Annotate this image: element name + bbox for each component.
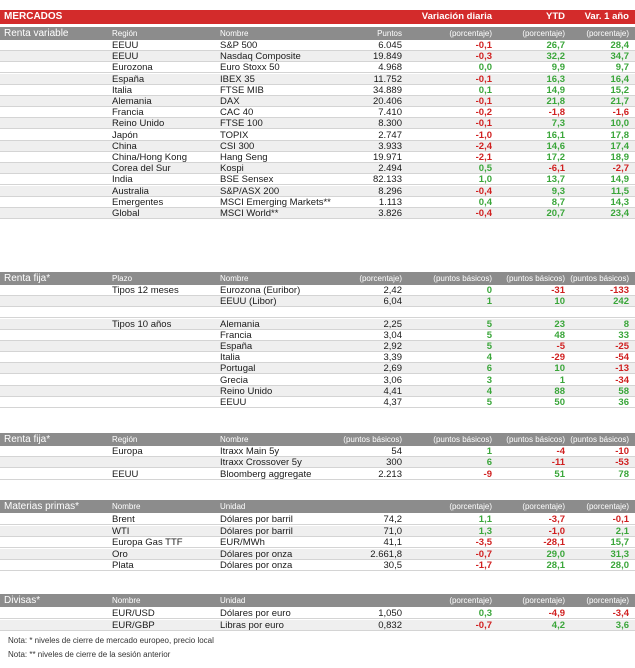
table-cell: -133	[609, 285, 629, 296]
table-cell: 2,69	[383, 363, 402, 375]
table-cell: -0,7	[475, 619, 492, 631]
table-cell: 7.410	[378, 107, 402, 119]
section-header	[0, 594, 635, 607]
section-title: Renta variable	[4, 28, 69, 39]
table-cell: Plata	[112, 560, 134, 572]
table-cell: 18,9	[610, 152, 629, 163]
table-row	[0, 386, 635, 397]
table-cell: 30,5	[383, 560, 402, 572]
column-header: (puntos básicos)	[433, 435, 492, 444]
section-title: Renta fija*	[4, 434, 51, 445]
table-cell: 3,06	[383, 374, 402, 386]
table-cell: Reino Unido	[220, 385, 273, 397]
table-cell: Alemania	[112, 96, 152, 107]
table-cell: 31,3	[610, 548, 629, 560]
section-header	[0, 433, 635, 446]
table-cell: 21,8	[546, 96, 565, 107]
table-cell: -10	[615, 446, 629, 457]
col-year-header: Var. 1 año	[584, 11, 629, 22]
section-header	[0, 272, 635, 285]
table-cell: 4	[486, 385, 492, 397]
table-cell: -1,8	[548, 107, 565, 119]
table-cell: 41,1	[383, 537, 402, 549]
table-cell: 2.213	[378, 468, 402, 480]
table-cell: EEUU	[220, 397, 247, 408]
table-cell: Europa Gas TTF	[112, 537, 183, 549]
column-header: (porcentaje)	[449, 29, 492, 38]
table-cell: 1,3	[478, 525, 492, 537]
table-cell: 19.971	[372, 152, 402, 163]
table-title: MERCADOS	[4, 11, 63, 22]
table-cell: Eurozona (Euribor)	[220, 285, 301, 296]
column-header: (porcentaje)	[522, 502, 565, 511]
table-row	[0, 51, 635, 62]
table-cell: 13,7	[546, 174, 565, 186]
table-cell: Francia	[220, 329, 252, 341]
table-cell: -1,0	[475, 129, 492, 141]
table-cell: -3,7	[548, 514, 565, 525]
table-cell: 14,6	[546, 140, 565, 152]
table-cell: 20.406	[372, 96, 402, 107]
table-cell: 6	[486, 457, 492, 469]
table-cell: -13	[615, 363, 629, 375]
table-cell: -0,3	[475, 51, 492, 63]
table-row	[0, 537, 635, 548]
table-cell: 0,1	[478, 84, 492, 96]
table-cell: 15,7	[610, 537, 629, 549]
table-cell: 3.933	[378, 140, 402, 152]
table-cell: 14,3	[610, 196, 629, 208]
table-row	[0, 375, 635, 386]
table-cell: Reino Unido	[112, 118, 165, 130]
table-cell: Italia	[112, 84, 133, 96]
table-cell: 16,3	[546, 73, 565, 85]
table-row	[0, 341, 635, 352]
table-cell: 0,0	[478, 62, 492, 74]
table-row	[0, 446, 635, 457]
table-row	[0, 352, 635, 363]
table-cell: -6,1	[548, 163, 565, 175]
column-header: Región	[112, 29, 138, 38]
table-row	[0, 96, 635, 107]
table-row	[0, 469, 635, 480]
table-cell: Itraxx Main 5y	[220, 446, 280, 457]
table-cell: -9	[483, 468, 492, 480]
table-cell: Europa	[112, 446, 143, 457]
table-cell: -11	[551, 457, 565, 469]
table-row	[0, 141, 635, 152]
table-cell: -1,7	[475, 560, 492, 572]
table-cell: -0,1	[612, 514, 629, 525]
table-cell: India	[112, 174, 133, 186]
column-header: Nombre	[220, 29, 249, 38]
table-row	[0, 307, 635, 318]
table-cell: 54	[391, 446, 402, 457]
table-cell: -1,6	[612, 107, 629, 119]
table-cell: -54	[615, 352, 629, 364]
table-cell: 88	[554, 385, 565, 397]
table-cell: 1	[486, 296, 492, 308]
table-cell: Euro Stoxx 50	[220, 62, 280, 74]
table-cell: 1	[486, 446, 492, 457]
table-cell: EEUU	[112, 40, 139, 51]
table-cell: 11.752	[373, 73, 402, 85]
table-cell: 34,7	[610, 51, 629, 63]
table-cell: 10	[554, 363, 565, 375]
section-title: Materias primas*	[4, 501, 80, 512]
table-cell: 11,5	[611, 185, 629, 197]
table-cell: Kospi	[220, 163, 244, 175]
table-cell: 4	[486, 352, 492, 364]
table-cell: Tipos 10 años	[112, 318, 172, 330]
table-cell: DAX	[220, 96, 240, 107]
table-cell: Dólares por barril	[220, 525, 293, 537]
column-header: Unidad	[220, 502, 246, 511]
column-header: (porcentaje)	[522, 29, 565, 38]
table-cell: 14,9	[546, 84, 565, 96]
table-cell: Tipos 12 meses	[112, 285, 179, 296]
table-cell: 17,2	[546, 152, 565, 163]
table-cell: 8,7	[551, 196, 565, 208]
col-ytd-header: YTD	[546, 11, 565, 22]
table-cell: 5	[486, 329, 492, 341]
table-cell: 23	[554, 318, 565, 330]
table-cell: China/Hong Kong	[112, 152, 187, 163]
table-cell: 78	[618, 468, 629, 480]
table-cell: FTSE 100	[220, 118, 263, 130]
table-cell: 71,0	[383, 525, 402, 537]
table-cell: 6,04	[383, 296, 402, 308]
table-cell: Hang Seng	[220, 152, 268, 163]
table-cell: 0	[486, 285, 492, 296]
table-cell: 2.747	[378, 129, 402, 141]
table-cell: 1,1	[478, 514, 492, 525]
table-cell: -0,4	[475, 185, 492, 197]
table-row	[0, 85, 635, 96]
table-row	[0, 62, 635, 73]
table-cell: 2,1	[615, 525, 629, 537]
table-cell: Libras por euro	[220, 619, 284, 631]
table-cell: BSE Sensex	[220, 174, 274, 186]
table-row	[0, 319, 635, 330]
table-cell: Italia	[220, 352, 241, 364]
section-header	[0, 27, 635, 40]
table-cell: 242	[613, 296, 629, 308]
table-cell: -28,1	[543, 537, 565, 549]
column-header: (porcentaje)	[359, 274, 402, 283]
table-cell: 10,0	[610, 118, 629, 130]
table-cell: Portugal	[220, 363, 256, 375]
table-cell: Dólares por onza	[220, 548, 293, 560]
table-row	[0, 620, 635, 631]
table-cell: -0,4	[475, 208, 492, 219]
table-cell: Australia	[112, 185, 149, 197]
table-cell: 8.296	[378, 185, 402, 197]
table-cell: Global	[112, 208, 140, 219]
table-cell: 0,5	[478, 163, 492, 175]
table-cell: 10	[554, 296, 565, 308]
table-cell: Dólares por barril	[220, 514, 293, 525]
table-cell: 8	[623, 318, 629, 330]
table-cell: 19.849	[372, 51, 402, 63]
table-cell: 2.661,8	[370, 548, 402, 560]
table-cell: Francia	[112, 107, 144, 119]
table-cell: 2,25	[383, 318, 402, 330]
table-cell: 16,4	[610, 73, 629, 85]
table-cell: Japón	[112, 129, 138, 141]
table-row	[0, 608, 635, 619]
footnote: Nota: * niveles de cierre de mercado europeo, precio local	[8, 636, 214, 645]
table-cell: España	[112, 73, 145, 85]
table-cell: 29,0	[546, 548, 565, 560]
table-cell: EEUU	[112, 468, 139, 480]
table-cell: 0,832	[378, 619, 402, 631]
table-cell: 16,1	[546, 129, 565, 141]
table-row	[0, 363, 635, 374]
table-row	[0, 74, 635, 85]
table-cell: 300	[386, 457, 402, 469]
table-cell: WTI	[112, 525, 130, 537]
table-cell: Grecia	[220, 374, 248, 386]
section-title: Renta fija*	[4, 273, 51, 284]
table-cell: S&P/ASX 200	[220, 185, 280, 197]
table-cell: TOPIX	[220, 129, 249, 141]
table-cell: -4	[556, 446, 565, 457]
table-cell: 5	[486, 341, 492, 352]
table-cell: Alemania	[220, 318, 260, 330]
table-cell: CSI 300	[220, 140, 255, 152]
table-cell: 1.113	[378, 196, 402, 208]
table-cell: EUR/MWh	[220, 537, 265, 549]
column-header: Plazo	[112, 274, 133, 283]
table-cell: 4.968	[378, 62, 402, 74]
table-cell: S&P 500	[220, 40, 258, 51]
table-cell: EEUU (Libor)	[220, 296, 277, 308]
table-cell: 17,8	[610, 129, 629, 141]
column-header: Nombre	[112, 596, 141, 605]
column-header: (puntos básicos)	[506, 435, 565, 444]
table-row	[0, 526, 635, 537]
table-cell: 7,3	[551, 118, 565, 130]
table-cell: 20,7	[546, 208, 565, 219]
table-cell: MSCI World**	[220, 208, 279, 219]
table-cell: 4,37	[383, 397, 402, 408]
table-cell: Emergentes	[112, 196, 164, 208]
table-cell: -53	[615, 457, 629, 469]
table-cell: -31	[551, 285, 565, 296]
table-row	[0, 330, 635, 341]
table-cell: -0,1	[475, 73, 492, 85]
table-cell: 3,6	[615, 619, 629, 631]
table-row	[0, 397, 635, 408]
table-cell: -2,1	[475, 152, 492, 163]
table-cell: EUR/USD	[112, 608, 155, 619]
table-cell: Oro	[112, 548, 128, 560]
table-cell: 58	[618, 385, 629, 397]
table-cell: 3.826	[378, 208, 402, 219]
table-row	[0, 163, 635, 174]
table-cell: -34	[615, 374, 629, 386]
table-cell: -2,4	[475, 140, 492, 152]
table-cell: -29	[551, 352, 565, 364]
column-header: (puntos básicos)	[570, 435, 629, 444]
column-header: (porcentaje)	[449, 502, 492, 511]
section-title: Divisas*	[4, 595, 41, 606]
table-cell: 6.045	[378, 40, 402, 51]
table-cell: -3,4	[612, 608, 629, 619]
table-cell: Itraxx Crossover 5y	[220, 457, 302, 469]
table-cell: 23,4	[610, 208, 629, 219]
table-row	[0, 296, 635, 307]
table-cell: CAC 40	[220, 107, 254, 119]
table-cell: Corea del Sur	[112, 163, 171, 175]
table-row	[0, 118, 635, 129]
column-header: Nombre	[220, 435, 249, 444]
table-cell: 33	[618, 329, 629, 341]
col-daily-header: Variación diaria	[421, 11, 492, 22]
column-header: (porcentaje)	[449, 596, 492, 605]
column-header: (puntos básicos)	[433, 274, 492, 283]
column-header: Nombre	[220, 274, 249, 283]
table-cell: 1,0	[478, 174, 492, 186]
table-cell: EEUU	[112, 51, 139, 63]
table-cell: Dólares por onza	[220, 560, 293, 572]
table-row	[0, 152, 635, 163]
footnote: Nota: ** niveles de cierre de la sesión anterior	[8, 650, 171, 659]
table-row	[0, 40, 635, 51]
table-cell: 17,4	[610, 140, 629, 152]
table-cell: 28,4	[610, 40, 629, 51]
column-header: (porcentaje)	[586, 29, 629, 38]
table-cell: 36	[618, 397, 629, 408]
table-cell: 9,3	[551, 185, 565, 197]
table-row	[0, 457, 635, 468]
table-cell: -3,5	[475, 537, 492, 549]
table-row	[0, 197, 635, 208]
table-row	[0, 549, 635, 560]
table-row	[0, 186, 635, 197]
table-cell: 2,42	[383, 285, 402, 296]
column-header: (puntos básicos)	[570, 274, 629, 283]
table-cell: España	[220, 341, 253, 352]
section-header	[0, 500, 635, 513]
table-cell: 50	[554, 397, 565, 408]
table-cell: 0,4	[478, 196, 492, 208]
column-header: (puntos básicos)	[343, 435, 402, 444]
table-row	[0, 208, 635, 219]
column-header: Nombre	[112, 502, 141, 511]
table-cell: 5	[486, 318, 492, 330]
table-cell: 1,050	[378, 608, 402, 619]
table-cell: -0,1	[475, 118, 492, 130]
table-row	[0, 174, 635, 185]
title-bar	[0, 10, 635, 24]
table-cell: -5	[556, 341, 565, 352]
table-cell: 5	[486, 397, 492, 408]
column-header: (porcentaje)	[522, 596, 565, 605]
table-row	[0, 514, 635, 525]
table-row	[0, 107, 635, 118]
table-cell: -1,0	[548, 525, 565, 537]
table-cell: 3,04	[383, 329, 402, 341]
table-cell: 0,3	[478, 608, 492, 619]
table-cell: 26,7	[546, 40, 565, 51]
column-header: Puntos	[377, 29, 402, 38]
table-cell: 1	[559, 374, 565, 386]
table-cell: 28,1	[546, 560, 565, 572]
table-cell: -0,1	[475, 40, 492, 51]
column-header: (porcentaje)	[586, 596, 629, 605]
column-header: Región	[112, 435, 138, 444]
column-header: (porcentaje)	[586, 502, 629, 511]
table-cell: 9,7	[615, 62, 629, 74]
table-cell: -0,7	[475, 548, 492, 560]
table-cell: EUR/GBP	[112, 619, 155, 631]
table-cell: 6	[486, 363, 492, 375]
table-cell: IBEX 35	[220, 73, 255, 85]
table-cell: China	[112, 140, 137, 152]
table-cell: MSCI Emerging Markets**	[220, 196, 331, 208]
table-cell: -2,7	[612, 163, 629, 175]
table-cell: 51	[554, 468, 565, 480]
table-cell: 32,2	[546, 51, 565, 63]
table-cell: 9,9	[551, 62, 565, 74]
table-cell: -0,1	[475, 96, 492, 107]
table-row	[0, 560, 635, 571]
table-cell: 74,2	[383, 514, 402, 525]
table-cell: 14,9	[610, 174, 629, 186]
table-cell: Brent	[112, 514, 135, 525]
table-cell: 2,92	[383, 341, 402, 352]
table-cell: FTSE MIB	[220, 84, 264, 96]
table-cell: 34.889	[372, 84, 402, 96]
table-cell: 15,2	[610, 84, 629, 96]
table-cell: 28,0	[610, 560, 629, 572]
table-cell: Eurozona	[112, 62, 153, 74]
table-cell: 8.300	[378, 118, 402, 130]
table-cell: 82.133	[372, 174, 402, 186]
table-cell: 21,7	[610, 96, 629, 107]
table-cell: 3	[486, 374, 492, 386]
table-cell: Bloomberg aggregate	[220, 468, 312, 480]
table-cell: 4,2	[551, 619, 565, 631]
table-cell: 48	[554, 329, 565, 341]
table-row	[0, 130, 635, 141]
table-cell: -25	[615, 341, 629, 352]
table-cell: 2.494	[378, 163, 402, 175]
table-cell: 4,41	[383, 385, 402, 397]
table-row	[0, 285, 635, 296]
table-cell: -4,9	[548, 608, 565, 619]
table-cell: -0,2	[475, 107, 492, 119]
table-cell: 3,39	[383, 352, 402, 364]
column-header: (puntos básicos)	[506, 274, 565, 283]
table-cell: Nasdaq Composite	[220, 51, 301, 63]
table-cell: Dólares por euro	[220, 608, 291, 619]
column-header: Unidad	[220, 596, 246, 605]
